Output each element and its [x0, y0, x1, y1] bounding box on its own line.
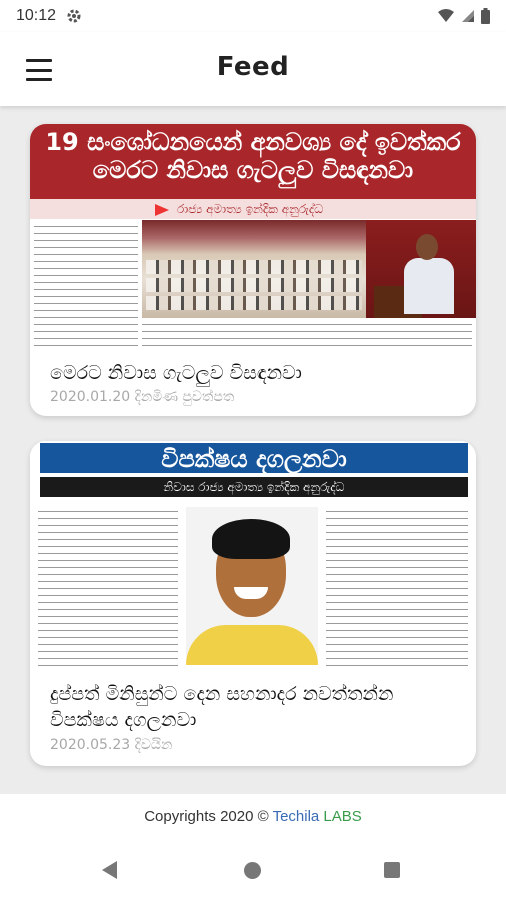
- audience-photo: [142, 220, 366, 318]
- app-bar: [0, 32, 506, 106]
- newspaper-clipping-image: [30, 124, 476, 352]
- card-date-source: 2020.05.23 දිවයින: [50, 737, 173, 753]
- system-nav-bar: [0, 840, 506, 900]
- home-icon[interactable]: [244, 862, 261, 879]
- clipping-headline: 19 සංශෝධනයෙන් අනවශ්‍ය දේ ඉවත්කර මෙරට නිවාස ගැටලුව විසඳනවා: [30, 124, 476, 199]
- arrow-marker-icon: [155, 204, 169, 216]
- feed-list: [0, 106, 506, 794]
- gear-icon: [66, 8, 82, 24]
- status-time: 10:12: [16, 7, 57, 24]
- status-icons: [437, 8, 490, 24]
- text-column: [142, 320, 472, 348]
- brand-suffix: LABS: [323, 808, 362, 825]
- card-title: මෙරට නිවාස ගැටලුව විසඳනවා: [50, 362, 302, 384]
- recent-apps-icon[interactable]: [384, 862, 400, 878]
- clipping-byline: නිවාස රාජ්‍ය අමාත්‍ය ඉන්දික අනුරුද්ධ: [40, 477, 468, 497]
- card-title: දුප්පත් මිනිසුන්ට දෙන සහනාදර නවත්තන්න විපක්ෂය දගලනවා: [50, 683, 394, 731]
- feed-card[interactable]: [30, 441, 476, 766]
- card-date-source: 2020.01.20 දිනමිණ පුවත්පත: [50, 389, 235, 405]
- feed-card[interactable]: [30, 124, 476, 416]
- page-title: Feed: [216, 52, 290, 82]
- brand-name: Techila: [272, 808, 324, 825]
- text-column: [38, 507, 178, 667]
- portrait-photo: [186, 507, 318, 664]
- signal-icon: [461, 9, 475, 23]
- clipping-headline: විපක්ෂය දගලනවා: [40, 443, 468, 473]
- text-column: [326, 507, 468, 667]
- newspaper-clipping-image: [30, 441, 476, 674]
- speaker-photo: [366, 220, 476, 318]
- clipping-byline: රාජ්‍ය අමාත්‍ය ඉන්දික අනුරුද්ධ: [30, 199, 476, 219]
- battery-icon: [481, 8, 490, 24]
- text-column: [34, 222, 138, 348]
- status-bar: [0, 0, 506, 32]
- back-icon[interactable]: [102, 861, 117, 879]
- footer-copyright: Copyrights 2020 © Techila LABS: [0, 794, 506, 840]
- wifi-icon: [437, 9, 455, 23]
